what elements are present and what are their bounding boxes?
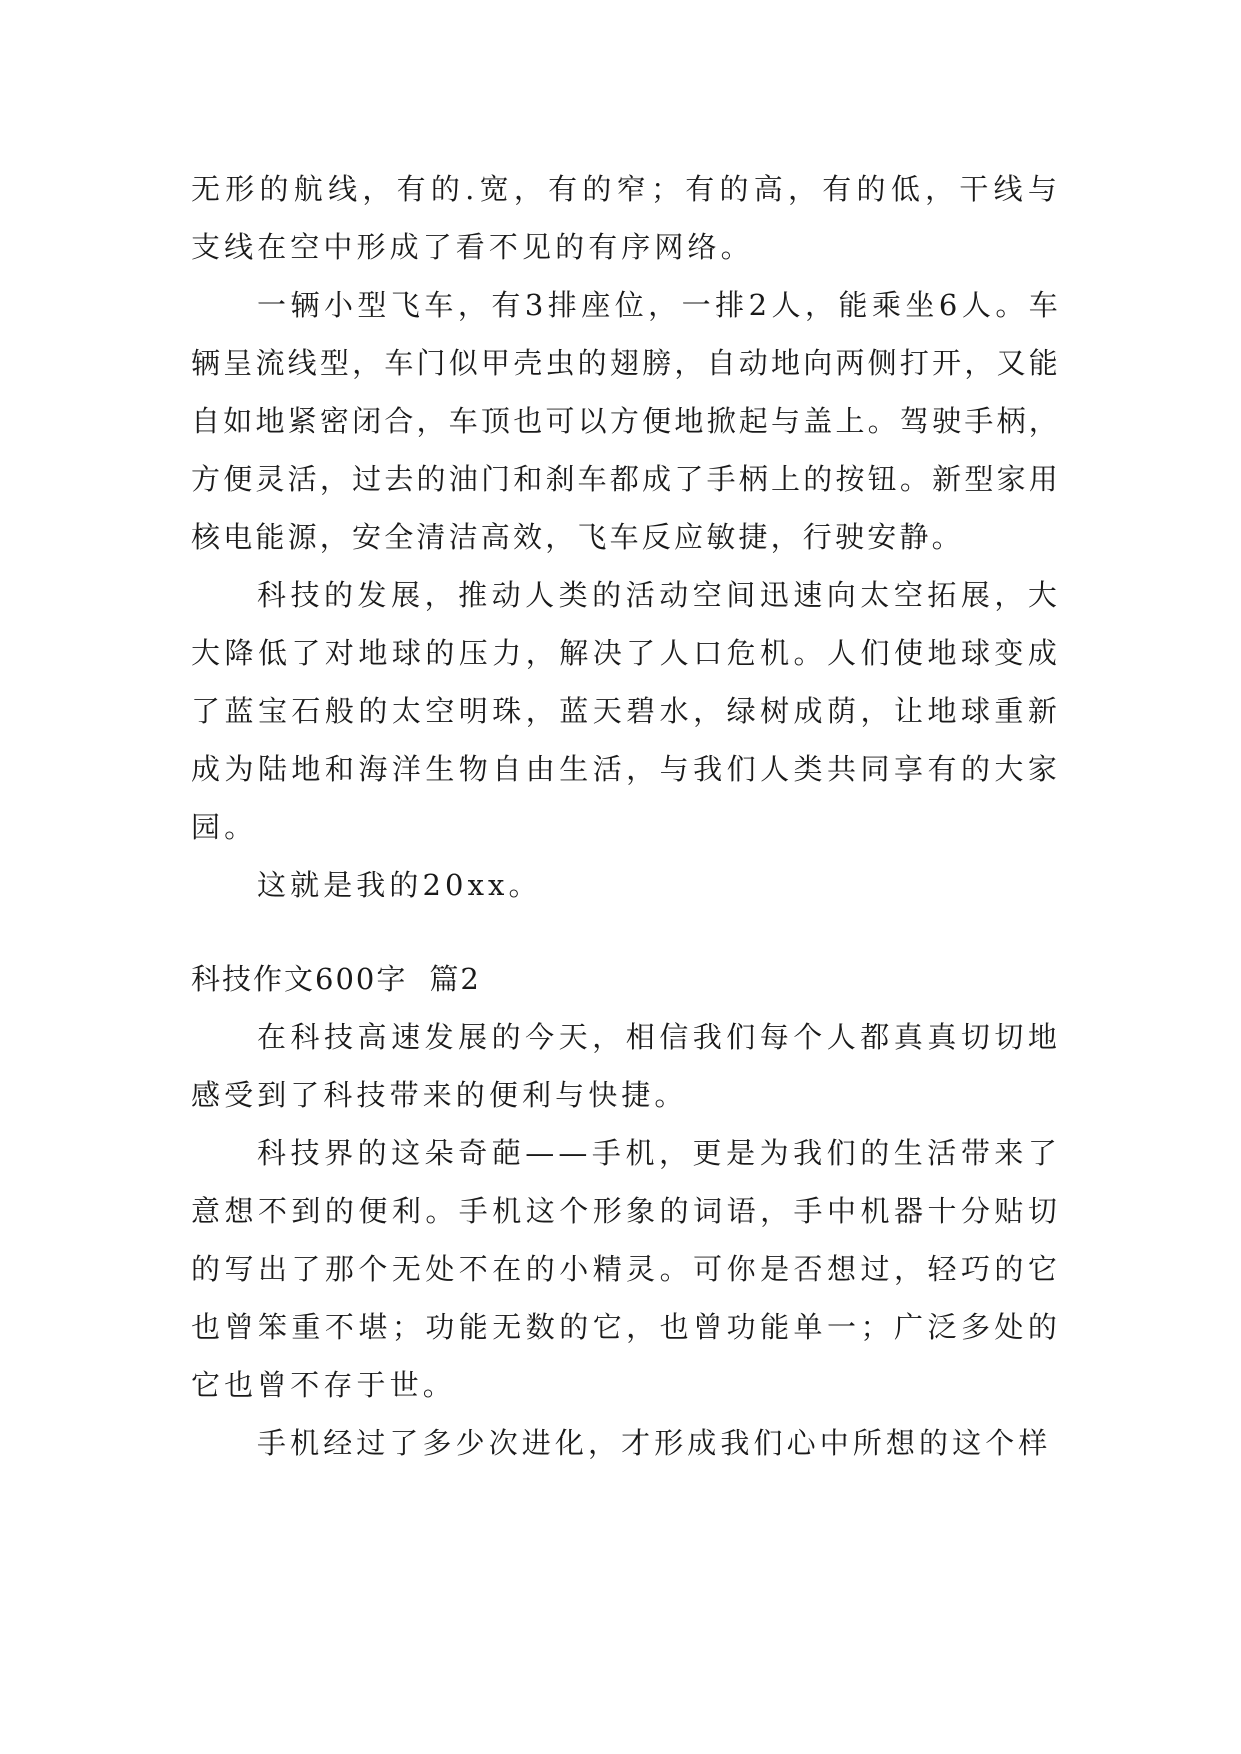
paragraph-flight-routes: 无形的航线，有的.宽，有的窄；有的高，有的低，干线与支线在空中形成了看不见的有序网络。 (191, 172, 1061, 264)
paragraph-flying-car: 一辆小型飞车，有3排座位，一排2人，能乘坐6人。车辆呈流线型，车门似甲壳虫的翅膀，自动地向两侧打开，又能自如地紧密闭合，车顶也可以方便地掀起与盖上。驾驶手柄，方便灵活，过去的油门和刹车都成了手柄上的按钮。新型家用核电能源，安全清洁高效，飞车反应敏捷，行驶安静。 (191, 288, 1061, 554)
section-title: 科技作文600字 (191, 962, 408, 996)
paragraph-mobile-phone: 科技界的这朵奇葩——手机，更是为我们的生活带来了意想不到的便利。手机这个形象的词语，手中机器十分贴切的写出了那个无处不在的小精灵。可你是否想过，轻巧的它也曾笨重不堪；功能无数的它，也曾功能单一；广泛多处的它也曾不存于世。 (191, 1136, 1061, 1402)
document-body (191, 160, 1061, 1472)
paragraph-phone-evolution: 手机经过了多少次进化，才形成我们心中所想的这个样 (257, 1426, 1052, 1460)
section-label: 篇2 (429, 962, 481, 996)
paragraph-space-expansion: 科技的发展，推动人类的活动空间迅速向太空拓展，大大降低了对地球的压力，解决了人口危机。人们使地球变成了蓝宝石般的太空明珠，蓝天碧水，绿树成荫，让地球重新成为陆地和海洋生物自由生活，与我们人类共同享有的大家园。 (191, 578, 1061, 844)
paragraph-tech-convenience: 在科技高速发展的今天，相信我们每个人都真真切切地感受到了科技带来的便利与快捷。 (191, 1020, 1061, 1112)
paragraph-closing: 这就是我的20xx。 (257, 868, 542, 902)
section-gap (191, 914, 1061, 950)
section-heading (191, 950, 1061, 1008)
